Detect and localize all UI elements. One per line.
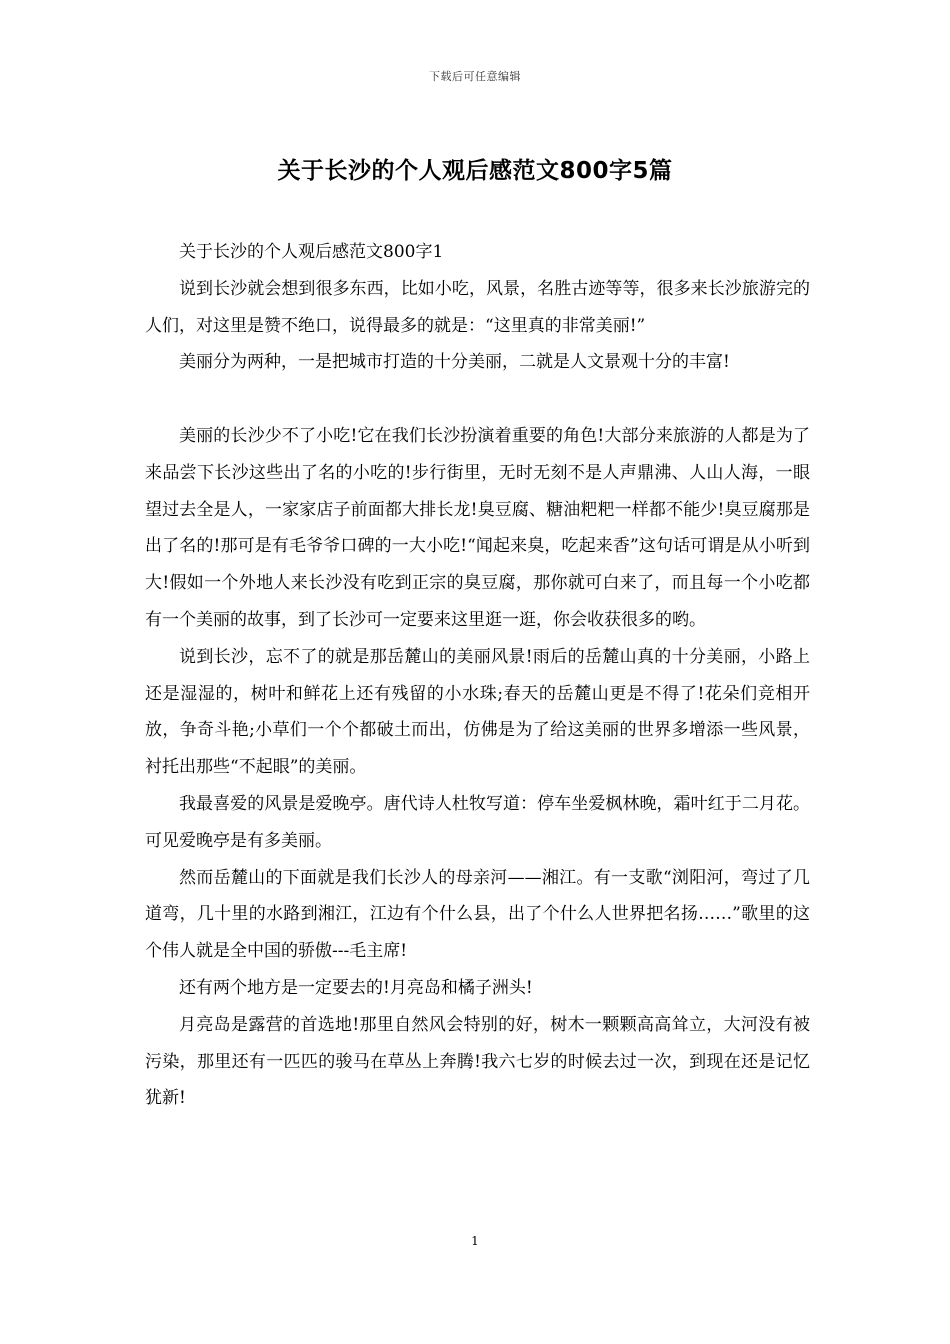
document-title: 关于长沙的个人观后感范文800字5篇	[277, 158, 673, 184]
paragraph: 说到长沙就会想到很多东西，比如小吃，风景，名胜古迹等等，很多来长沙旅游完的人们，对这里是赞不绝口，说得最多的就是：“这里真的非常美丽!”	[145, 278, 810, 336]
paragraph: 然而岳麓山的下面就是我们长沙人的母亲河——湘江。有一支歌“浏阳河，弯过了几道弯，几十里的水路到湘江，江边有个什么县，出了个什么人世界把名扬……”歌里的这个伟人就是全中国的骄傲---毛主席!	[145, 867, 810, 962]
body-text	[145, 234, 810, 1117]
paragraph: 美丽分为两种，一是把城市打造的十分美丽，二就是人文景观十分的丰富!	[179, 352, 730, 373]
page-number: 1	[471, 1234, 479, 1248]
paragraph: 我最喜爱的风景是爱晚亭。唐代诗人杜牧写道：停车坐爱枫林晚，霜叶红于二月花。可见爱晚亭是有多美丽。	[145, 793, 810, 851]
paragraph: 月亮岛是露营的首选地!那里自然风会特别的好，树木一颗颗高高耸立，大河没有被污染，那里还有一匹匹的骏马在草丛上奔腾!我六七岁的时候去过一次，到现在还是记忆犹新!	[145, 1014, 810, 1109]
paragraph: 说到长沙，忘不了的就是那岳麓山的美丽风景!雨后的岳麓山真的十分美丽，小路上还是湿湿的，树叶和鲜花上还有残留的小水珠;春天的岳麓山更是不得了!花朵们竞相开放，争奇斗艳;小草们一个个都破土而出，仿佛是为了给这美丽的世界多增添一些风景，衬托出那些“不起眼”的美丽。	[145, 646, 810, 778]
section-heading: 关于长沙的个人观后感范文800字1	[179, 242, 444, 262]
paragraph: 还有两个地方是一定要去的!月亮岛和橘子洲头!	[179, 977, 533, 998]
header-note: 下载后可任意编辑	[429, 70, 521, 83]
blank-line	[145, 381, 810, 418]
paragraph: 美丽的长沙少不了小吃!它在我们长沙扮演着重要的角色!大部分来旅游的人都是为了来品尝下长沙这些出了名的小吃的!步行街里，无时无刻不是人声鼎沸、人山人海，一眼望过去全是人，一家家店子前面都大排长龙!臭豆腐、糖油粑粑一样都不能少!臭豆腐那是出了名的!那可是有毛爷爷口碑的一大小吃!“闻起来臭，吃起来香”这句话可谓是从小听到大!假如一个外地人来长沙没有吃到正宗的臭豆腐，那你就可白来了，而且每一个小吃都有一个美丽的故事，到了长沙可一定要来这里逛一逛，你会收获很多的哟。	[145, 425, 810, 630]
